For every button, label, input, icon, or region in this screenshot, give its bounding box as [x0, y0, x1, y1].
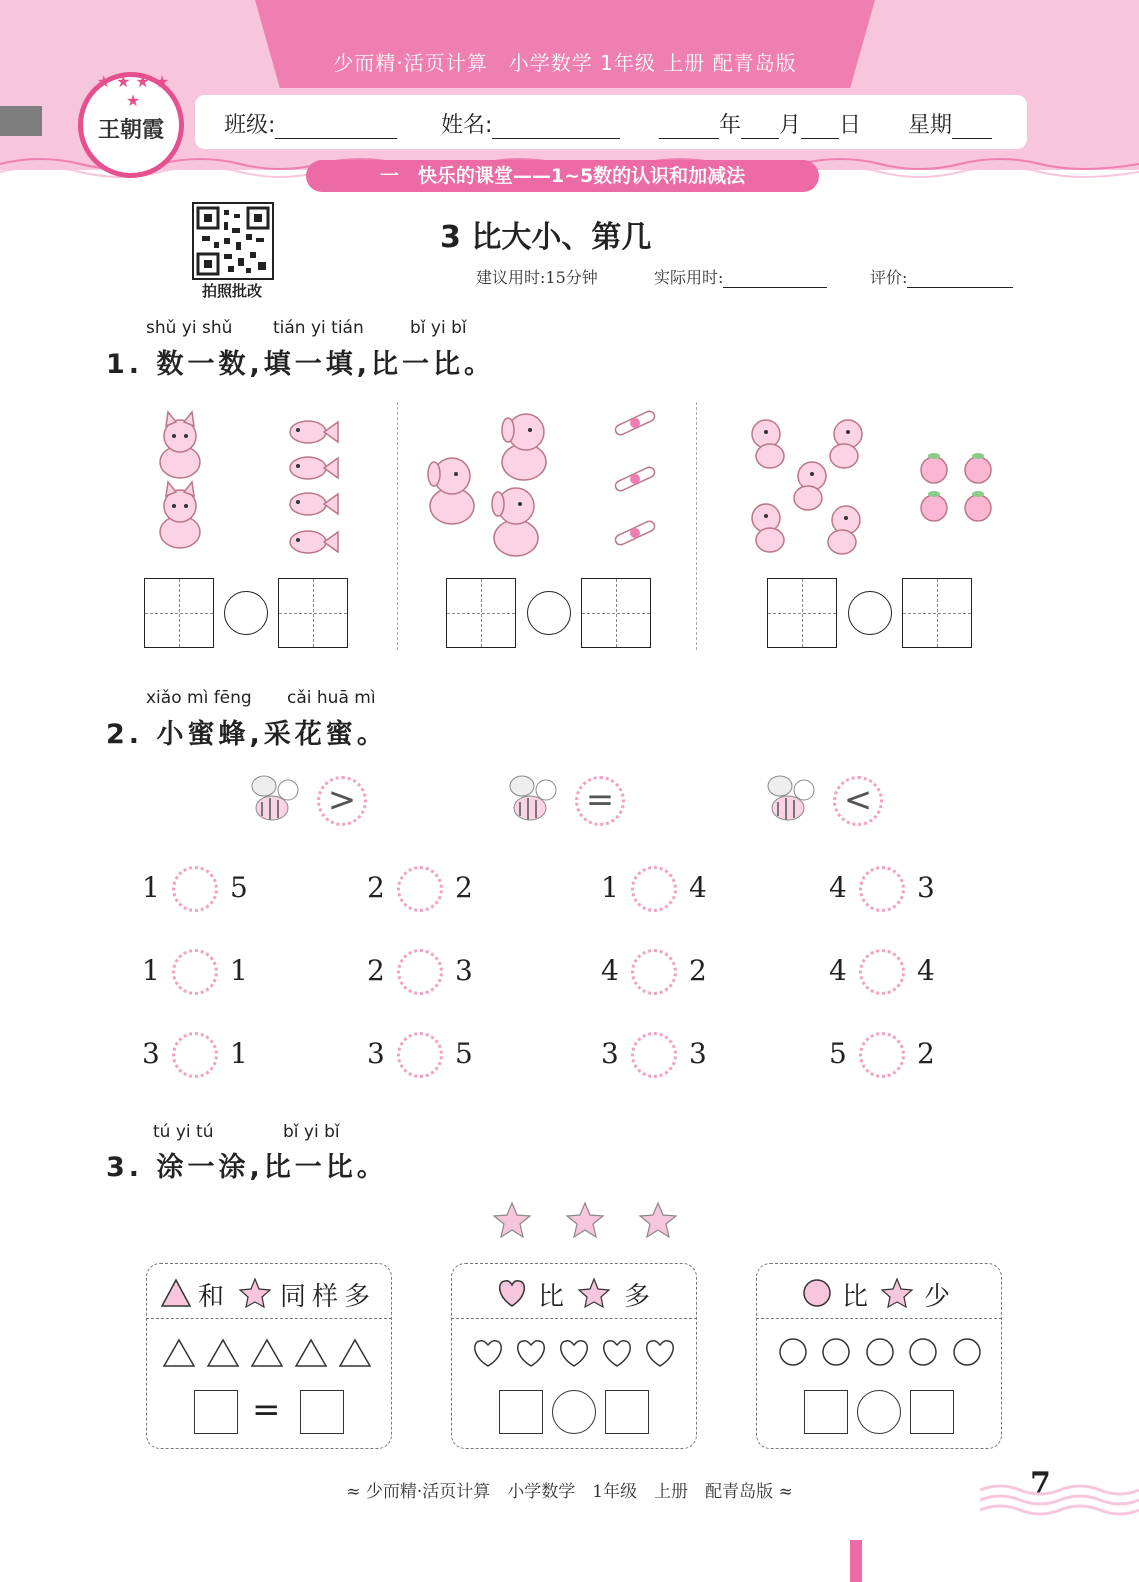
- count-box[interactable]: [278, 578, 348, 648]
- answer-box[interactable]: [910, 1390, 954, 1434]
- logo-stars: ★ ★ ★ ★ ★: [96, 72, 170, 110]
- peach-picture: [918, 452, 998, 528]
- compare-right-number: 3: [689, 1037, 707, 1070]
- q2-pinyin-1: xiǎo mì fēng: [146, 688, 252, 708]
- compare-left-number: 3: [142, 1037, 160, 1070]
- fish-picture: [286, 414, 340, 564]
- circle-row: [776, 1336, 986, 1368]
- star-icon: [577, 1277, 611, 1309]
- star-icon: [880, 1277, 914, 1309]
- lesson-title: 3 比大小、第几: [440, 220, 652, 255]
- suggested-time: 建议用时:15分钟: [476, 268, 598, 287]
- star-row: [490, 1200, 680, 1240]
- card-connector: 和: [198, 1282, 231, 1312]
- card-connector: 比: [538, 1282, 571, 1312]
- answer-box[interactable]: [300, 1390, 344, 1434]
- count-box[interactable]: [767, 578, 837, 648]
- compare-left-number: 2: [367, 871, 385, 904]
- count-box[interactable]: [144, 578, 214, 648]
- q1-divider: [696, 402, 697, 650]
- answer-circle[interactable]: [552, 1390, 596, 1434]
- compare-right-number: 2: [689, 954, 707, 987]
- compare-right-number: 3: [455, 954, 473, 987]
- monkey-picture: [736, 412, 878, 564]
- compare-circle[interactable]: [224, 591, 268, 635]
- q1-title: 1. 数一数,填一填,比一比。: [106, 349, 495, 380]
- compare-left-number: 4: [829, 871, 847, 904]
- compare-circle[interactable]: [527, 591, 571, 635]
- compare-right-number: 2: [917, 1037, 935, 1070]
- side-marker: [0, 106, 42, 136]
- circle-icon: [802, 1278, 832, 1308]
- compare-left-number: 1: [142, 871, 160, 904]
- q3-pinyin-2: bǐ yi bǐ: [283, 1122, 340, 1142]
- answer-box[interactable]: [499, 1390, 543, 1434]
- star-icon: [640, 1203, 676, 1237]
- greater-than-symbol: >: [317, 776, 367, 826]
- compare-left-number: 2: [367, 954, 385, 987]
- compare-right-number: 5: [455, 1037, 473, 1070]
- card-connector: 比: [842, 1282, 875, 1312]
- card-divider: [451, 1318, 697, 1319]
- count-box[interactable]: [446, 578, 516, 648]
- answer-flower[interactable]: [172, 866, 218, 912]
- count-box[interactable]: [581, 578, 651, 648]
- qr-code-icon[interactable]: [192, 202, 274, 280]
- bee-icon: [248, 770, 302, 828]
- dog-picture: [416, 406, 556, 562]
- compare-right-number: 1: [230, 954, 248, 987]
- q3-title: 3. 涂一涂,比一比。: [106, 1152, 388, 1183]
- footer-series: ≈ 少而精·活页计算 小学数学 1年级 上册 配青岛版 ≈: [346, 1482, 793, 1502]
- name-field[interactable]: 姓名:: [441, 108, 620, 139]
- bottom-marker: [850, 1540, 862, 1582]
- qr-label: 拍照批改: [201, 282, 262, 300]
- compare-circle[interactable]: [848, 591, 892, 635]
- compare-right-number: 3: [917, 871, 935, 904]
- answer-box[interactable]: [605, 1390, 649, 1434]
- actual-time-field[interactable]: 实际用时:: [654, 265, 827, 288]
- answer-flower[interactable]: [859, 949, 905, 995]
- equal-symbol: =: [575, 776, 625, 826]
- q2-pinyin-2: cǎi huā mì: [287, 688, 376, 708]
- class-field[interactable]: 班级:: [224, 108, 397, 139]
- compare-right-number: 1: [230, 1037, 248, 1070]
- q2-title: 2. 小蜜蜂,采花蜜。: [106, 719, 388, 750]
- compare-left-number: 4: [601, 954, 619, 987]
- answer-flower[interactable]: [172, 1032, 218, 1078]
- q1-pinyin-2: tián yi tián: [273, 318, 364, 338]
- answer-flower[interactable]: [859, 866, 905, 912]
- star-icon: [494, 1203, 530, 1237]
- compare-left-number: 1: [601, 871, 619, 904]
- answer-flower[interactable]: [631, 1032, 677, 1078]
- compare-left-number: 3: [367, 1037, 385, 1070]
- compare-left-number: 5: [829, 1037, 847, 1070]
- cat-picture: [150, 410, 220, 560]
- rating-field[interactable]: 评价:: [870, 265, 1013, 288]
- star-icon: [567, 1203, 603, 1237]
- logo-text: 王朝霞: [97, 117, 164, 143]
- equal-sign: =: [252, 1390, 281, 1430]
- answer-flower[interactable]: [397, 949, 443, 995]
- q1-divider: [397, 402, 398, 650]
- q1-pinyin-3: bǐ yi bǐ: [410, 318, 467, 338]
- unit-title: 一 快乐的课堂——1~5数的认识和加减法: [306, 160, 819, 192]
- page-number: 7: [1030, 1466, 1051, 1501]
- weekday-field[interactable]: 星期: [908, 108, 992, 139]
- star-icon: [238, 1277, 272, 1309]
- answer-flower[interactable]: [631, 866, 677, 912]
- compare-left-number: 4: [829, 954, 847, 987]
- answer-flower[interactable]: [631, 949, 677, 995]
- triangle-row: [162, 1336, 376, 1370]
- answer-box[interactable]: [804, 1390, 848, 1434]
- q1-pinyin-1: shǔ yi shǔ: [146, 318, 233, 338]
- heart-row: [470, 1336, 680, 1370]
- count-box[interactable]: [902, 578, 972, 648]
- card-tail: 多: [624, 1282, 657, 1312]
- answer-flower[interactable]: [172, 949, 218, 995]
- triangle-icon: [160, 1278, 192, 1308]
- compare-right-number: 4: [689, 871, 707, 904]
- answer-flower[interactable]: [859, 1032, 905, 1078]
- card-tail: 少: [924, 1282, 957, 1312]
- less-than-symbol: <: [833, 776, 883, 826]
- compare-left-number: 1: [142, 954, 160, 987]
- bee-icon: [506, 770, 560, 828]
- bone-picture: [606, 404, 664, 556]
- answer-flower[interactable]: [397, 866, 443, 912]
- compare-right-number: 2: [455, 871, 473, 904]
- footer-waves: [980, 1482, 1139, 1522]
- compare-left-number: 3: [601, 1037, 619, 1070]
- bee-icon: [764, 770, 818, 828]
- card-tail: 同样多: [280, 1282, 377, 1312]
- date-field[interactable]: 年 月 日: [659, 108, 861, 139]
- card-divider: [756, 1318, 1002, 1319]
- answer-circle[interactable]: [857, 1390, 901, 1434]
- q3-pinyin-1: tú yi tú: [153, 1122, 214, 1142]
- compare-right-number: 4: [917, 954, 935, 987]
- answer-box[interactable]: [194, 1390, 238, 1434]
- answer-flower[interactable]: [397, 1032, 443, 1078]
- card-divider: [146, 1318, 392, 1319]
- heart-icon: [495, 1278, 529, 1308]
- series-line: 少而精·活页计算 小学数学 1年级 上册 配青岛版: [333, 51, 797, 75]
- compare-right-number: 5: [230, 871, 248, 904]
